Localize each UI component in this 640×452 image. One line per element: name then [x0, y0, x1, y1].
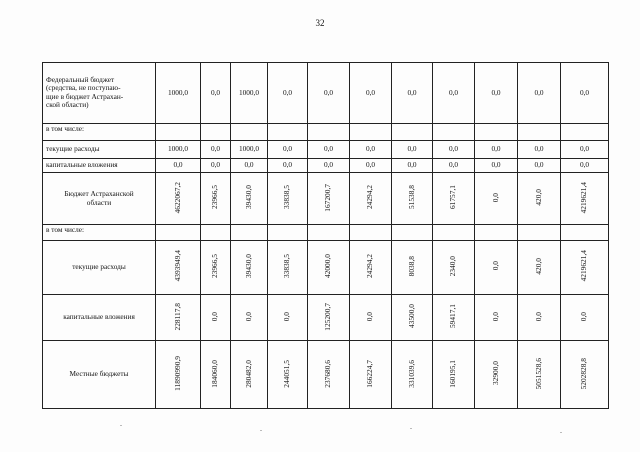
value-cell: 0,0	[350, 63, 392, 124]
value-text: 61757,1	[448, 185, 458, 210]
row-label-line: Федеральный бюджет	[46, 74, 115, 84]
value-text: 167200,7	[323, 183, 333, 212]
value-text: 42000,0	[323, 254, 333, 279]
value-cell: 0,0	[201, 63, 231, 124]
value-cell	[561, 240, 609, 294]
value-text: 24294,2	[365, 185, 375, 210]
value-cell: 0,0	[475, 140, 518, 158]
value-text: 0,0	[365, 311, 375, 322]
value-cell: 0,0	[561, 63, 609, 124]
value-cell	[156, 225, 201, 240]
value-text: 280482,0	[243, 359, 253, 388]
value-cell	[518, 341, 561, 409]
value-text: 0,0	[210, 311, 220, 322]
value-cell	[231, 341, 268, 409]
value-cell	[268, 294, 308, 340]
value-text: 228117,8	[172, 302, 182, 331]
value-cell	[156, 172, 201, 224]
value-cell	[231, 294, 268, 340]
value-cell	[475, 225, 518, 240]
value-text: 23966,5	[210, 185, 220, 210]
value-cell: 1000,0	[231, 63, 268, 124]
value-cell: 0,0	[350, 158, 392, 172]
table-row	[43, 172, 609, 224]
value-cell	[518, 294, 561, 340]
table-row	[43, 158, 609, 172]
value-text: 0,0	[533, 311, 543, 322]
value-text: 237680,6	[323, 359, 333, 388]
value-cell: 0,0	[268, 63, 308, 124]
value-cell	[201, 294, 231, 340]
value-cell	[308, 123, 350, 140]
value-text: 0,0	[490, 192, 500, 203]
value-text: 39430,0	[243, 185, 253, 210]
value-cell	[350, 172, 392, 224]
value-text: 125200,7	[323, 302, 333, 331]
value-cell	[518, 240, 561, 294]
value-text: 0,0	[282, 311, 292, 322]
value-cell	[201, 341, 231, 409]
value-text: 4393949,4	[172, 250, 182, 282]
value-cell	[231, 123, 268, 140]
value-cell	[308, 240, 350, 294]
value-cell: 1000,0	[231, 140, 268, 158]
value-text: 4219621,4	[579, 181, 589, 214]
value-text: 11890990,9	[172, 356, 182, 391]
value-cell: 0,0	[561, 140, 609, 158]
value-cell	[156, 240, 201, 294]
value-cell	[201, 123, 231, 140]
value-cell	[308, 294, 350, 340]
value-text: 59417,1	[448, 304, 458, 329]
value-text: 166224,7	[365, 359, 375, 388]
value-cell: 0,0	[392, 63, 433, 124]
table-row	[43, 341, 609, 409]
value-cell	[231, 225, 268, 240]
value-cell	[561, 294, 609, 340]
value-cell	[268, 341, 308, 409]
value-text: 8038,8	[406, 255, 416, 277]
table-row	[43, 294, 609, 340]
value-cell	[392, 341, 433, 409]
value-cell: 0,0	[231, 158, 268, 172]
value-cell: 0,0	[201, 158, 231, 172]
row-label-line: (средства, не поступаю-	[46, 83, 121, 93]
value-cell: 0,0	[433, 158, 475, 172]
row-label: капитальные вложения	[43, 158, 156, 172]
value-cell	[433, 341, 475, 409]
value-text: 160195,1	[448, 359, 458, 388]
value-cell	[433, 294, 475, 340]
value-cell: 0,0	[518, 158, 561, 172]
budget-table	[42, 62, 609, 409]
value-cell	[156, 341, 201, 409]
value-cell	[561, 172, 609, 224]
row-label: Местные бюджеты	[43, 341, 156, 409]
value-cell	[518, 172, 561, 224]
value-cell	[433, 123, 475, 140]
row-label: текущие расходы	[43, 140, 156, 158]
value-text: 33838,5	[282, 185, 292, 210]
value-text: 5202828,8	[579, 357, 589, 390]
value-cell	[433, 225, 475, 240]
value-cell	[268, 172, 308, 224]
value-text: 0,0	[243, 311, 253, 322]
value-cell	[308, 341, 350, 409]
value-cell	[308, 225, 350, 240]
value-cell: 0,0	[392, 158, 433, 172]
value-text: 4622067,2	[172, 181, 182, 214]
value-cell	[350, 341, 392, 409]
value-cell	[268, 240, 308, 294]
value-cell: 0,0	[392, 140, 433, 158]
value-cell	[392, 240, 433, 294]
value-cell	[392, 123, 433, 140]
value-cell: 0,0	[268, 158, 308, 172]
value-cell	[268, 123, 308, 140]
table-row	[43, 63, 609, 124]
row-label: текущие расходы	[43, 240, 156, 294]
value-text: 420,0	[533, 189, 543, 206]
value-text: 4219621,4	[579, 250, 589, 282]
value-text: 39430,0	[243, 254, 253, 279]
value-cell	[433, 172, 475, 224]
value-cell	[392, 294, 433, 340]
value-cell	[475, 294, 518, 340]
value-cell: 0,0	[268, 140, 308, 158]
value-cell	[231, 172, 268, 224]
value-text: 43500,0	[406, 304, 416, 329]
value-text: 420,0	[533, 257, 543, 275]
table-row	[43, 140, 609, 158]
value-cell	[156, 123, 201, 140]
value-cell: 0,0	[308, 140, 350, 158]
value-cell: 0,0	[433, 140, 475, 158]
value-cell: 1000,0	[156, 63, 201, 124]
section-row	[43, 123, 609, 140]
value-text: 33838,5	[282, 254, 292, 279]
value-cell	[475, 172, 518, 224]
value-text: 0,0	[490, 261, 500, 271]
row-label: в том числе:	[43, 225, 156, 240]
row-label-line: щие в бюджет Астрахан-	[46, 91, 124, 101]
row-label: в том числе:	[43, 123, 156, 140]
value-cell	[350, 240, 392, 294]
value-text: 244051,5	[282, 359, 292, 388]
row-label: капитальные вложения	[43, 294, 156, 340]
value-cell	[561, 341, 609, 409]
value-cell	[268, 225, 308, 240]
value-cell	[350, 294, 392, 340]
value-cell: 0,0	[561, 158, 609, 172]
value-text: 24294,2	[365, 254, 375, 279]
value-text: 5051528,6	[533, 357, 543, 390]
value-cell	[392, 172, 433, 224]
value-cell	[561, 123, 609, 140]
value-cell	[392, 225, 433, 240]
value-cell	[350, 225, 392, 240]
value-text: 2340,0	[448, 255, 458, 277]
row-label	[43, 172, 156, 224]
row-label-line: ской области)	[46, 100, 89, 110]
value-text: 0,0	[490, 311, 500, 322]
value-cell	[518, 225, 561, 240]
value-cell: 0,0	[475, 63, 518, 124]
value-cell	[201, 172, 231, 224]
value-cell: 0,0	[475, 158, 518, 172]
value-cell: 0,0	[518, 63, 561, 124]
section-row	[43, 225, 609, 240]
value-cell: 0,0	[201, 140, 231, 158]
value-cell	[350, 123, 392, 140]
row-label-line: Бюджет Астраханской	[64, 189, 134, 199]
value-text: 184060,0	[210, 359, 220, 388]
value-cell: 0,0	[350, 140, 392, 158]
value-text: 32900,0	[490, 361, 500, 386]
value-cell	[308, 172, 350, 224]
table-row	[43, 240, 609, 294]
value-cell	[156, 294, 201, 340]
value-cell	[231, 240, 268, 294]
value-cell	[561, 225, 609, 240]
value-cell: 0,0	[308, 158, 350, 172]
value-cell: 0,0	[308, 63, 350, 124]
value-cell	[433, 240, 475, 294]
value-text: 51538,8	[406, 185, 416, 210]
page-number: 32	[315, 18, 325, 28]
value-cell: 0,0	[518, 140, 561, 158]
value-cell: 0,0	[433, 63, 475, 124]
row-label	[43, 63, 156, 124]
value-cell	[475, 240, 518, 294]
value-cell	[475, 341, 518, 409]
value-cell	[201, 240, 231, 294]
value-cell	[475, 123, 518, 140]
value-cell: 1000,0	[156, 140, 201, 158]
value-cell	[201, 225, 231, 240]
row-label-line: области	[86, 197, 112, 207]
value-text: 331039,6	[406, 359, 416, 388]
value-text: 0,0	[579, 311, 589, 322]
value-text: 23966,5	[210, 254, 220, 279]
value-cell	[518, 123, 561, 140]
value-cell: 0,0	[156, 158, 201, 172]
